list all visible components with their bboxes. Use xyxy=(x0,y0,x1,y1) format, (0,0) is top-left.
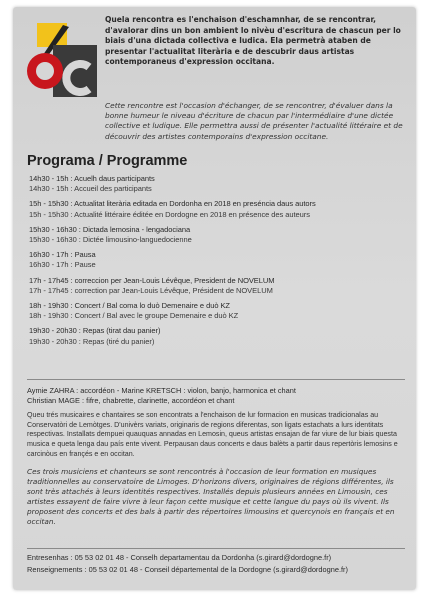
schedule-line-french: 15h - 15h30 : Actualité littéraire éditée en Dordogne en 2018 en présence des auteurs xyxy=(29,209,310,219)
schedule-line-occitan: 15h - 15h30 : Actualitat literària editada en Dordonha en 2018 en preséncia daus autors xyxy=(29,199,316,209)
schedule-item xyxy=(29,276,404,296)
schedule-line-occitan: 18h - 19h30 : Concert / Bal coma lo duò Demenaire e duò KZ xyxy=(29,301,230,311)
schedule-line-french: 19h30 - 20h30 : Repas (tiré du panier) xyxy=(29,336,155,346)
contact-info xyxy=(27,552,407,575)
schedule-line-occitan: 19h30 - 20h30 : Repas (tirat dau panier) xyxy=(29,326,161,336)
schedule-line-occitan: 17h - 17h45 : correccion per Jean-Louis Lévêque, President de NOVELUM xyxy=(29,275,275,285)
programme-schedule xyxy=(29,174,404,352)
contact-line-occitan: Entresenhas : 05 53 02 01 48 - Conselh departamentau da Dordonha (s.girard@dordogne.fr) xyxy=(27,553,332,562)
musicians-list xyxy=(27,386,407,406)
schedule-item xyxy=(29,199,404,219)
schedule-line-french: 17h - 17h45 : correction par Jean-Louis Lévêque, Président de NOVELUM xyxy=(29,285,273,295)
schedule-item xyxy=(29,326,404,346)
schedule-line-occitan: 16h30 - 17h : Pausa xyxy=(29,250,96,260)
schedule-line-french: 15h30 - 16h30 : Dictée limousino-languedocienne xyxy=(29,235,192,245)
musicians-line: Aymie ZAHRA : accordéon - Marine KRETSCH : violon, banjo, harmonica et chant xyxy=(27,386,296,395)
intro-occitan: Quela rencontra es l'enchaison d'eschamnhar, de se rencontrar, d'avalorar dins un bon ambient lo nivèu d'escritura de chascun per lo biais d'una dictada collectiva e ludica. Ela permetrà ataben de presentar l'actualitat literària e de descubrir daus artistas contemporaneus d'expression occitana. xyxy=(105,15,401,67)
schedule-item xyxy=(29,225,404,245)
contact-line-french: Renseignements : 05 53 02 01 48 - Conseil départemental de la Dordogne (s.girard@dordogne.fr) xyxy=(27,564,348,574)
schedule-line-french: 18h - 19h30 : Concert / Bal avec le groupe Demenaire e duò KZ xyxy=(29,311,239,321)
description-french: Ces trois musiciens et chanteurs se sont rencontrés à l'occasion de leur formation en musiques traditionnelles au conservatoire de Limoges. D'horizons divers, originaires de régions différentes, ils sont très attachés à leurs identités respectives. Installés depuis plusieurs années en Limousin, ces artistes essayent de faire vivre à leur façon cette musique et cette langue du pays où ils vivent. Ils proposent des concerts et des bals à partir des répertoires limousins et quercynois en français et en occitan. xyxy=(27,467,395,526)
schedule-line-occitan: 14h30 - 15h : Acuelh daus participants xyxy=(29,174,155,183)
description-occitan: Queu trés musicaires e chantaires se son encontrats a l'enchaison de lur formacion en musicas tradicionalas au Conservatòri de Lemòtges. D'univèrs variats, originaris de regions diferentas, son ligats estachats a lurs identitats respectivas. Installats dempuei quauquas annadas en Lemosin, queus artistas ensajan de far viure de lur biais questa musica e queta lenga dau país ente vivent. Perpausan daus concerts e daus balèts a partir daus repertòris lemosins e carcinòus en françés e en occitan. xyxy=(27,411,398,458)
intro-french: Cette rencontre est l'occasion d'échanger, de se rencontrer, d'évaluer dans la bonne humeur le niveau d'écriture de chacun par l'intermédiaire d'une dictée collective et ludique. Elle permettra aussi de présenter l'actualité littéraire et de découvrir des artistes contemporains d'expression occitane. xyxy=(105,101,403,141)
flyer-sheet xyxy=(13,7,416,590)
divider xyxy=(27,379,405,380)
oc-logo-icon xyxy=(23,23,101,103)
schedule-line-french: 16h30 - 17h : Pause xyxy=(29,260,96,270)
schedule-line-french: 14h30 - 15h : Accueil des participants xyxy=(29,184,152,194)
schedule-item xyxy=(29,301,404,321)
programme-title: Programa / Programme xyxy=(27,153,188,169)
musicians-line: Christian MAGE : fifre, chabrette, clarinette, accordéon et chant xyxy=(27,396,235,405)
divider xyxy=(27,548,405,549)
schedule-item xyxy=(29,250,404,270)
schedule-line-occitan: 15h30 - 16h30 : Dictada lemosina - lengadociana xyxy=(29,224,191,234)
schedule-item xyxy=(29,174,404,194)
